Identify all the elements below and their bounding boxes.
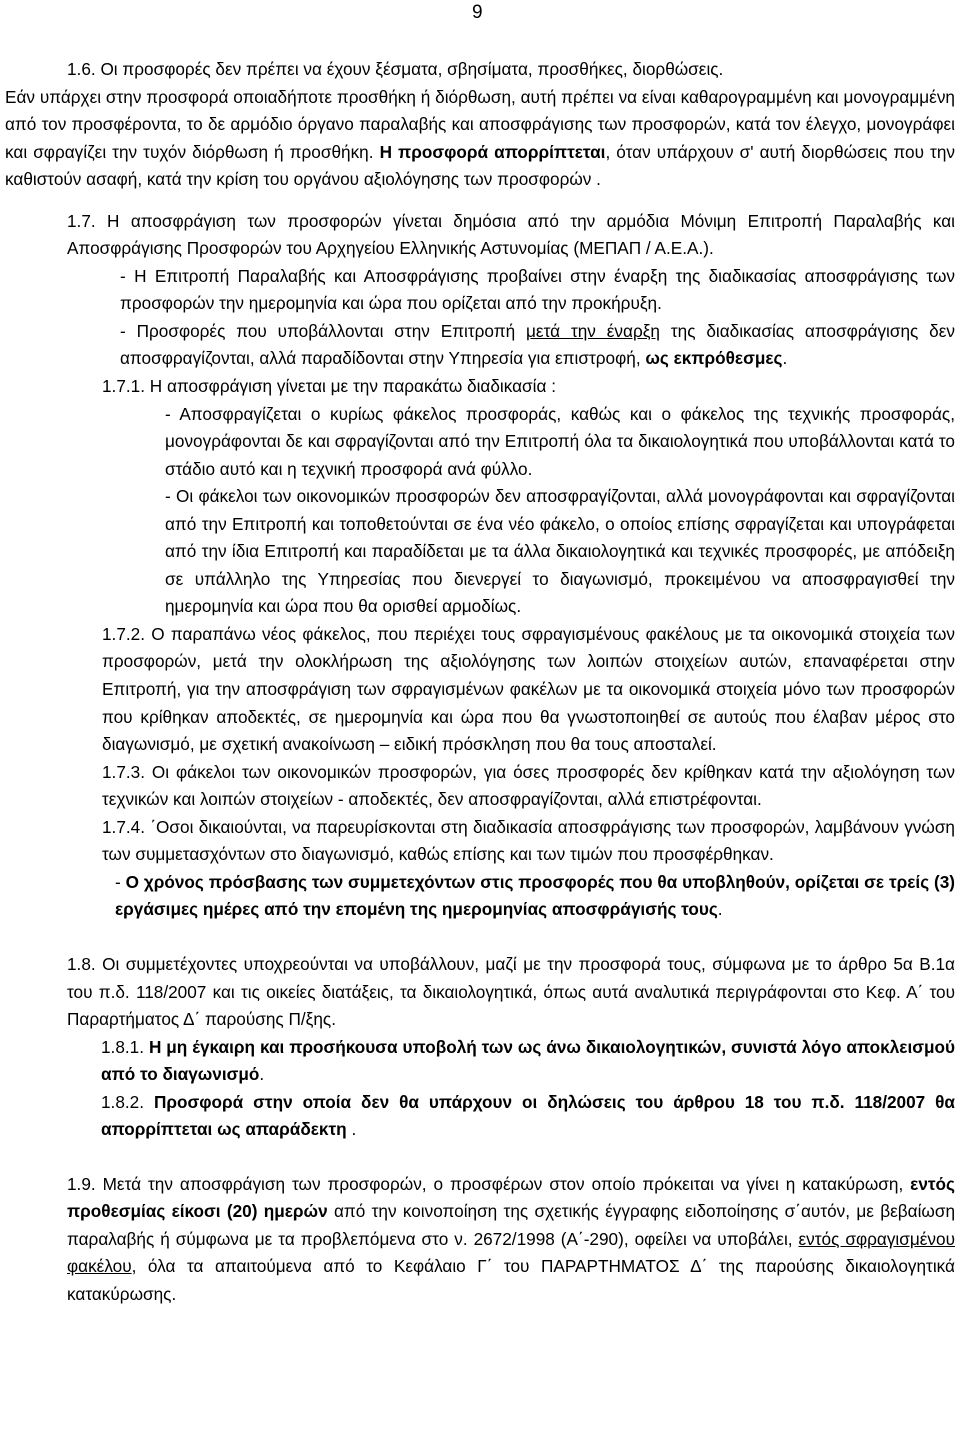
section-1-7-bullet-2 bbox=[5, 318, 955, 373]
section-1-9-bold: εντός προθεσμίας είκοσι (20) ημερών bbox=[67, 1173, 955, 1222]
section-1-7-bullet-2-c: . bbox=[782, 348, 788, 369]
section-1-8-2 bbox=[5, 1089, 955, 1144]
section-1-7-1-bullet-2: - Οι φάκελοι των οικονομικών προσφορών δεν αποσφραγίζονται, αλλά μονογράφονται και σφραγίζονται από την Επιτροπή και τοποθετούνται σε ένα νέο φάκελο, ο οποίος επίσης σφραγίζεται και υπογράφεται από την ίδια Επιτροπή και παραδίδεται με τα άλλα δικαιολογητικά και τεχνικές προσφορές, με απόδειξη σε υπάλληλο της Υπηρεσίας που διενεργεί το διαγωνισμό, προκειμένου να αποσφραγισθεί την ημερομηνία και ώρα που θα ορισθεί αρμοδίως. bbox=[165, 486, 955, 617]
document-body bbox=[5, 56, 955, 1309]
section-1-8-1-end: . bbox=[259, 1064, 265, 1085]
section-1-7-4-note-end: . bbox=[717, 899, 723, 920]
section-1-6-body bbox=[5, 84, 955, 194]
section-1-7-bullet-2-a: - Προσφορές που υποβάλλονται στην Επιτροπή bbox=[120, 320, 527, 341]
section-1-7-intro: 1.7. Η αποσφράγιση των προσφορών γίνεται δημόσια από την αρμόδια Μόνιμη Επιτροπή Παραλαβής και Αποσφράγισης Προσφορών του Αρχηγείου Ελληνικής Αστυνομίας (ΜΕΠΑΠ / Α.Ε.Α.). bbox=[67, 210, 955, 259]
section-1-7-4: 1.7.4. ΄Οσοι δικαιούνται, να παρευρίσκονται στη διαδικασία αποσφράγισης των προσφορών, λαμβάνουν γνώση των συμμετασχόντων στο διαγωνισμό, καθώς επίσης και των τιμών που προσφέρθηκαν. bbox=[102, 816, 955, 865]
section-1-7-bullet-2-b: της διαδικασίας αποσφράγισης δεν αποσφραγίζονται, αλλά παραδίδονται στην Υπηρεσία για επιστροφή, bbox=[120, 320, 956, 369]
section-1-9-underline: εντός σφραγισμένου φακέλου bbox=[67, 1228, 955, 1277]
section-1-7-bullet-2-bold: ως εκπρόθεσμες bbox=[645, 348, 783, 369]
section-1-8-1 bbox=[5, 1034, 955, 1089]
section-1-8-2-bold: Προσφορά στην οποία δεν θα υπάρχουν οι δηλώσεις του άρθρου 18 του π.δ. 118/2007 θα απορρίπτεται ως απαράδεκτη bbox=[101, 1091, 955, 1140]
section-1-8-1-bold: Η μη έγκαιρη και προσήκουσα υποβολή των ως άνω δικαιολογητικών, συνιστά λόγο αποκλεισμού από το διαγωνισμό bbox=[101, 1036, 955, 1085]
section-1-7-bullet-1: - Η Επιτροπή Παραλαβής και Αποσφράγισης προβαίνει στην έναρξη της διαδικασίας αποσφράγισης των προσφορών την ημερομηνία και ώρα που ορίζεται από την προκήρυξη. bbox=[120, 265, 955, 314]
section-1-8-2-end: . bbox=[346, 1119, 357, 1140]
section-1-9 bbox=[5, 1171, 955, 1309]
section-1-6-bold: Η προσφορά απορρίπτεται bbox=[379, 141, 606, 162]
section-1-7-4-note bbox=[5, 869, 955, 924]
section-1-8: 1.8. Οι συμμετέχοντες υποχρεούνται να υποβάλλουν, μαζί με την προσφορά τους, σύμφωνα με το άρθρο 5α Β.1α του π.δ. 118/2007 και τις οικείες διατάξεις, τα δικαιολογητικά, όπως αυτά αναλυτικά περιγράφονται στο Κεφ. Α΄ του Παραρτήματος Δ΄ παρούσης Π/ξης. bbox=[67, 953, 955, 1030]
section-1-7-1-bullet-1: - Αποσφραγίζεται ο κυρίως φάκελος προσφοράς, καθώς και ο φάκελος της τεχνικής προσφοράς, μονογράφονται δε και σφραγίζονται από την Επιτροπή όλα τα δικαιολογητικά που υποβάλλονται κατά το στάδιο αυτό και η τεχνική προσφορά ανά φύλλο. bbox=[165, 403, 955, 479]
section-1-9-b: από την κοινοποίηση της σχετικής έγγραφης ειδοποίησης σ΄αυτόν, με βεβαίωση παραλαβής ή σύμφωνα με τα προβλεπόμενα στο ν. 2672/1998 (Α΄-290), οφείλει να υποβάλει, bbox=[67, 1201, 955, 1249]
section-1-8-2-num: 1.8.2. bbox=[101, 1091, 154, 1112]
section-1-9-a: 1.9. Μετά την αποσφράγιση των προσφορών, ο προσφέρων στον οποίο πρόκειται να γίνει η κατακύρωση, bbox=[67, 1173, 911, 1194]
section-1-6-text-b: , όταν υπάρχουν σ' αυτή διορθώσεις που την καθιστούν ασαφή, κατά την κρίση του οργάνου αξιολόγησης των προσφορών . bbox=[5, 141, 956, 190]
section-1-9-c: , όλα τα απαιτούμενα από το Κεφάλαιο Γ΄ του ΠΑΡΑΡΤΗΜΑΤΟΣ Δ΄ της παρούσης δικαιολογητικά κατακύρωσης. bbox=[67, 1256, 955, 1304]
section-1-7-2: 1.7.2. Ο παραπάνω νέος φάκελος, που περιέχει τους σφραγισμένους φακέλους με τα οικονομικά στοιχεία των προσφορών, μετά την ολοκλήρωση της αξιολόγησης των λοιπών στοιχείων αυτών, επαναφέρεται στην Επιτροπή, για την αποσφράγιση των σφραγισμένων φακέλων με τα οικονομικά στοιχεία μόνο των προσφορών που κρίθηκαν αποδεκτές, σε ημερομηνία και ώρα που θα γνωστοποιηθεί σε αυτούς που έλαβαν μέρος στο διαγωνισμό, με σχετική ανακοίνωση – ειδική πρόσκληση που θα τους αποσταλεί. bbox=[102, 623, 955, 755]
section-1-6-text-a: Εάν υπάρχει στην προσφορά οποιαδήποτε προσθήκη ή διόρθωση, αυτή πρέπει να είναι καθαρογραμμένη και μονογραμμένη από τον προσφέροντα, το δε αρμόδιο όργανο παραλαβής και αποσφράγισης των προσφορών, κατά τον έλεγχο, μονογράφει και σφραγίζει την τυχόν διόρθωση ή προσθήκη. bbox=[5, 86, 955, 162]
section-1-7-4-note-bold: Ο χρόνος πρόσβασης των συμμετεχόντων στις προσφορές που θα υποβληθούν, ορίζεται σε τρείς (3) εργάσιμες ημέρες από την επομένη της ημερομηνίας αποσφράγισής τους bbox=[115, 871, 955, 920]
section-1-6-heading: 1.6. Οι προσφορές δεν πρέπει να έχουν ξέσματα, σβησίματα, προσθήκες, διορθώσεις. bbox=[67, 59, 724, 79]
section-1-7-3: 1.7.3. Οι φάκελοι των οικονομικών προσφορών, για όσες προσφορές δεν κρίθηκαν κατά την αξιολόγηση των τεχνικών και λοιπών στοιχείων - αποδεκτές, δεν αποσφραγίζονται, αλλά επιστρέφονται. bbox=[102, 761, 955, 810]
page-number: 9 bbox=[472, 2, 483, 23]
section-1-7-1-heading: 1.7.1. Η αποσφράγιση γίνεται με την παρακάτω διαδικασία : bbox=[102, 376, 556, 397]
section-1-7-4-note-dash: - bbox=[115, 871, 126, 892]
section-1-7-bullet-2-underline: μετά την έναρξη bbox=[526, 320, 660, 341]
section-1-8-1-num: 1.8.1. bbox=[101, 1036, 149, 1057]
